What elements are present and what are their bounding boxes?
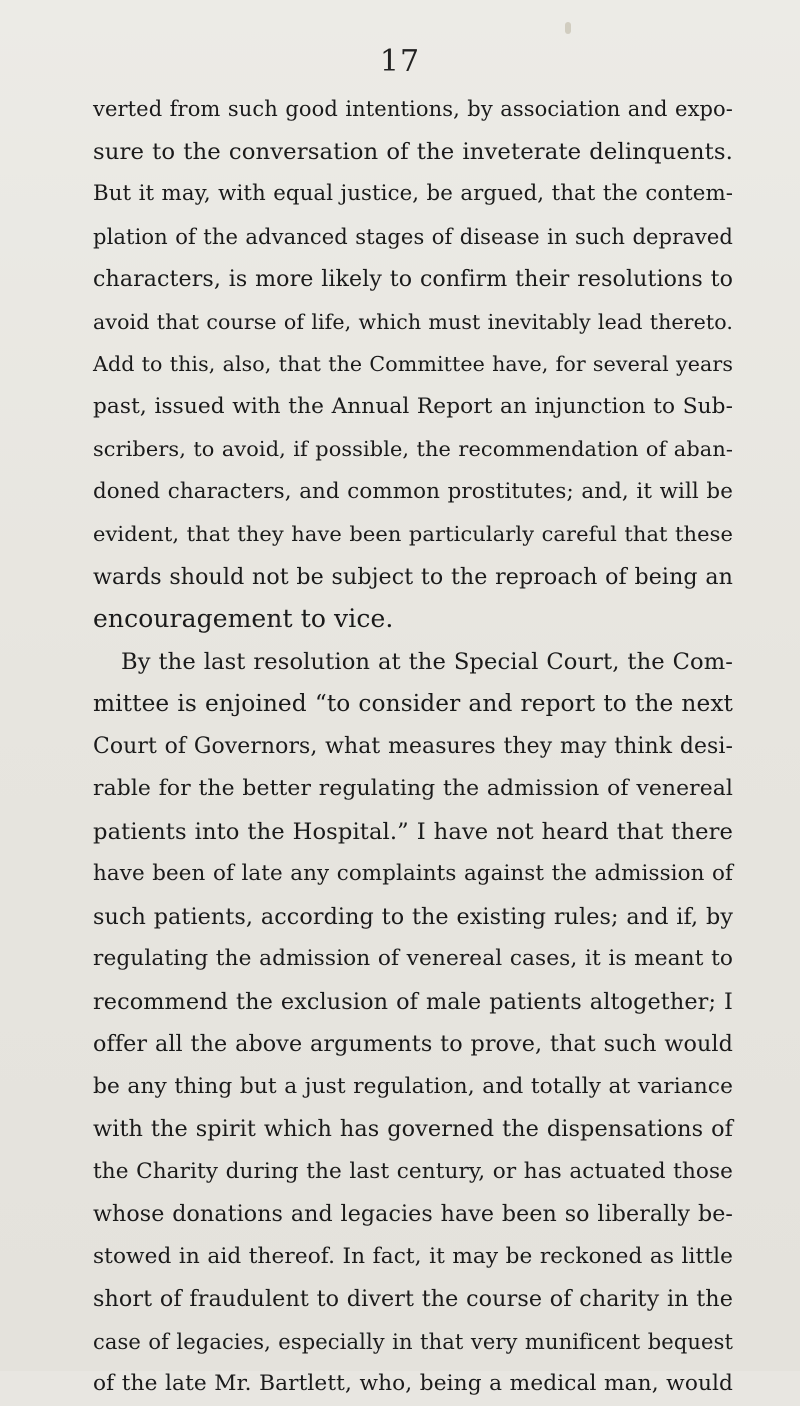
text-line: of the late Mr. Bartlett, who, being a medical man, would: [93, 1371, 733, 1396]
text-line: past, issued with the Annual Report an injunction to Sub-: [93, 393, 733, 419]
text-line: short of fraudulent to divert the course of charity in the: [93, 1286, 733, 1312]
text-line: characters, is more likely to confirm their resolutions to: [93, 266, 733, 292]
text-line: patients into the Hospital.” I have not heard that there: [93, 818, 733, 845]
text-line: whose donations and legacies have been so liberally be-: [93, 1201, 733, 1227]
text-line: wards should not be subject to the reproach of being an: [93, 563, 733, 590]
text-line: scribers, to avoid, if possible, the recommendation of aban-: [93, 437, 733, 461]
text-line: recommend the exclusion of male patients altogether; I: [93, 988, 733, 1015]
text-line: By the last resolution at the Special Court, the Com-: [121, 648, 733, 675]
text-line: such patients, according to the existing rules; and if, by: [93, 903, 733, 930]
text-line: plation of the advanced stages of disease in such depraved: [93, 223, 733, 249]
text-line: mittee is enjoined “to consider and report to the next: [93, 690, 733, 717]
text-line: regulating the admission of venereal cases, it is meant to: [93, 946, 733, 971]
text-line: offer all the above arguments to prove, that such would: [93, 1031, 733, 1057]
text-line: rable for the better regulating the admission of venereal: [93, 776, 733, 801]
text-line: verted from such good intentions, by association and expo-: [93, 97, 733, 121]
text-line: Add to this, also, that the Committee have, for several years: [93, 352, 733, 376]
text-line: doned characters, and common prostitutes; and, it will be: [93, 478, 733, 504]
ink-speck: [565, 22, 571, 34]
text-line: encouragement to vice.: [93, 604, 394, 633]
text-line: be any thing but a just regulation, and totally at variance: [93, 1073, 733, 1099]
text-line: sure to the conversation of the inveterate delinquents.: [93, 138, 733, 165]
text-line: with the spirit which has governed the dispensations of: [93, 1116, 733, 1142]
text-line: have been of late any complaints against the admission of: [93, 861, 733, 886]
page-number: 17: [379, 44, 421, 79]
text-line: stowed in aid thereof. In fact, it may be reckoned as little: [93, 1243, 733, 1269]
text-line: case of legacies, especially in that very munificent bequest: [93, 1328, 733, 1354]
text-line: Court of Governors, what measures they may think desi-: [93, 733, 733, 759]
text-line: evident, that they have been particularly careful that these: [93, 522, 733, 546]
body-text: [93, 88, 733, 1406]
text-line: the Charity during the last century, or has actuated those: [93, 1158, 733, 1184]
text-line: avoid that course of life, which must inevitably lead thereto.: [93, 309, 733, 334]
text-line: But it may, with equal justice, be argued, that the contem-: [93, 181, 733, 206]
